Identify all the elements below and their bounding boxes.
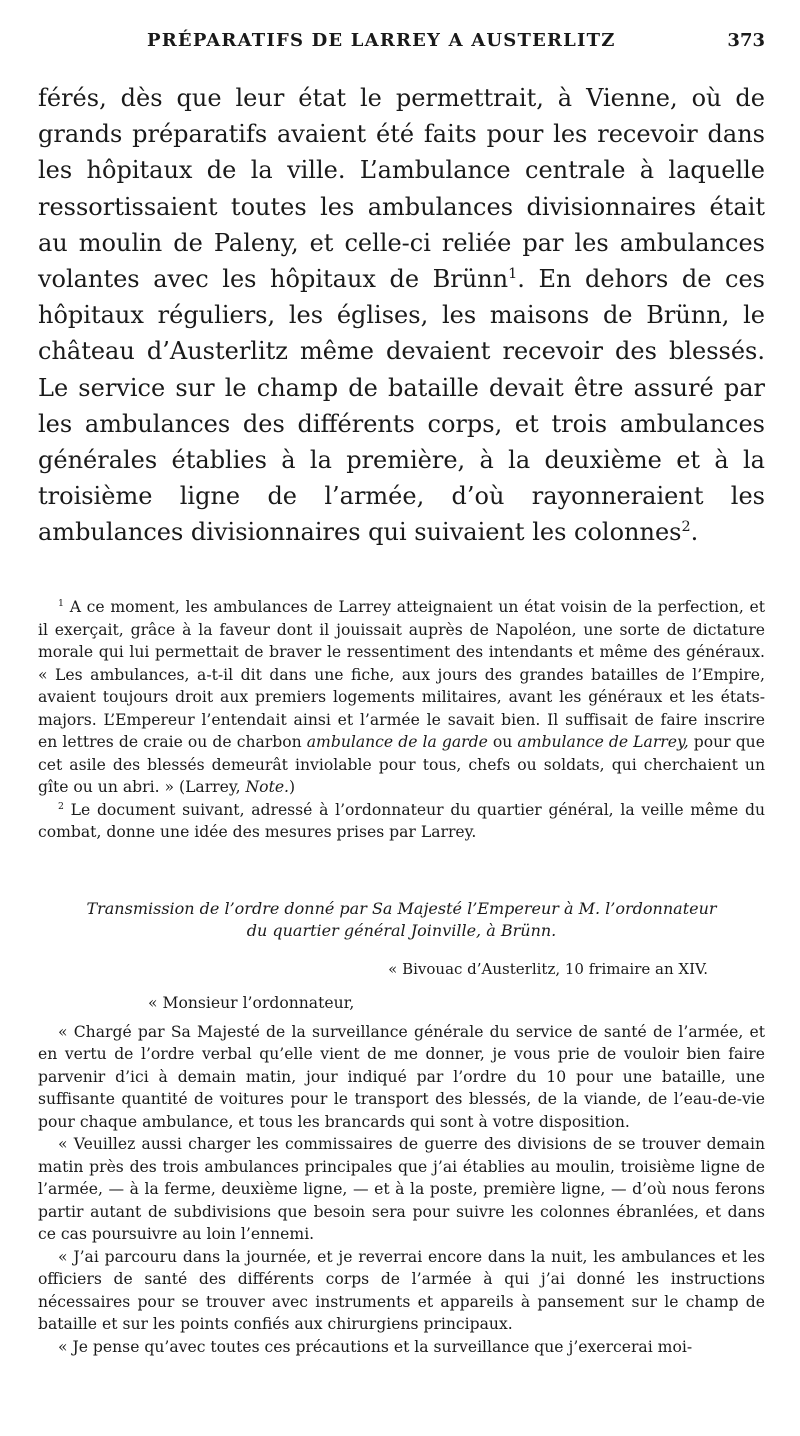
- footnote-marker: 1: [58, 597, 64, 609]
- page-number: 373: [727, 30, 765, 51]
- main-paragraph: férés, dès que leur état le permettrait, à Vienne, où de grands préparatifs avaient été faits pour les recevoir dans les hôpitaux de la ville. L’ambulance centrale à laquelle ressortissaient toutes les ambulances divisionnaires était au moulin de Paleny, et celle-ci reliée par les ambulances volantes avec les hôpitaux de Brünn$^1$. En dehors de ces hôpitaux réguliers, les églises, les maisons de Brünn, le château d’Austerlitz même devaient recevoir des blessés. Le service sur le champ de bataille devait être assuré par les ambulances des différents corps, et trois ambulances générales établies à la première, à la deuxième et à la troisième ligne de l’armée, d’où rayonneraient les ambulances divisionnaires qui suivaient les colonnes$^2$.: [38, 84, 765, 547]
- salutation: « Monsieur l’ordonnateur,: [148, 994, 355, 1012]
- dateline: « Bivouac d’Austerlitz, 10 frimaire an XIV.: [388, 960, 708, 978]
- running-header: [38, 30, 765, 62]
- footnote-marker: 2: [58, 800, 64, 812]
- letter-paragraph: « Chargé par Sa Majesté de la surveillance générale du service de santé de l’armée, et en vertu de l’ordre verbal qu’elle vient de me donner, je vous prie de vouloir bien faire parvenir d’ici à demain matin, jour indiqué par l’ordre du 10 pour une bataille, une suffisante quantité de voitures pour le transport des blessés, de la viande, de l’eau-de-vie pour chaque ambulance, et tous les brancards qui sont à votre disposition.: [38, 1022, 765, 1131]
- letter-paragraph: « Veuillez aussi charger les commissaires de guerre des divisions de se trouver demain matin près des trois ambulances principales que j’ai établies au moulin, troisième ligne de l’armée, — à la ferme, deuxième ligne, — et à la poste, première ligne, — d’où nous ferons partir autant de subdivisions que besoin sera pour suivre les colonnes ébranlées, et dans ce cas poursuivre au loin l’ennemi.: [38, 1135, 765, 1243]
- footnotes: [38, 596, 765, 844]
- letter-paragraph: « J’ai parcouru dans la journée, et je reverrai encore dans la nuit, les ambulances et les officiers de santé des différents corps de l’armée à qui j’ai donné les instructions nécessaires pour se trouver avec instruments et appareils à pansement sur le champ de bataille et sur les points confiés aux chirurgiens principaux.: [38, 1247, 765, 1333]
- footnote-1: $^1$ A ce moment, les ambulances de Larrey atteignaient un état voisin de la perfection, et il exerçait, grâce à la faveur dont il jouissait auprès de Napoléon, une sorte de dictature morale qui lui permettait de braver le ressentiment des intendants et même des généraux. « Les ambulances, a-t-il dit dans une fiche, aux jours des grandes batailles de l’Empire, avaient toujours droit aux premiers logements militaires, avant les généraux et les états-majors. L’Empereur l’entendait ainsi et l’armée le savait bien. Il suffisait de faire inscrire en lettres de craie ou de charbon ambulance de la garde ou ambulance de Larrey, pour que cet asile des blessés demeurât inviolable pour tous, chefs ou soldats, qui cherchaient un gîte ou un abri. » (Larrey, Note.): [38, 597, 765, 796]
- footnote-ref-2[interactable]: 2: [681, 519, 691, 536]
- letter-paragraph: « Je pense qu’avec toutes ces précautions et la surveillance que j’exercerai moi-: [58, 1337, 693, 1356]
- running-title: PRÉPARATIFS DE LARREY A AUSTERLITZ: [147, 30, 616, 51]
- main-text: [38, 80, 765, 551]
- footnote-ref-1[interactable]: 1: [508, 266, 518, 283]
- letter-body: [38, 992, 765, 1358]
- footnote-2: $^2$ Le document suivant, adressé à l’ordonnateur du quartier général, la veille même du combat, donne une idée des mesures prises par Larrey.: [38, 800, 765, 841]
- document-heading: Transmission de l’ordre donné par Sa Majesté l’Empereur à M. l’ordonnateur du quartier général Joinville, à Brünn.: [86, 899, 717, 940]
